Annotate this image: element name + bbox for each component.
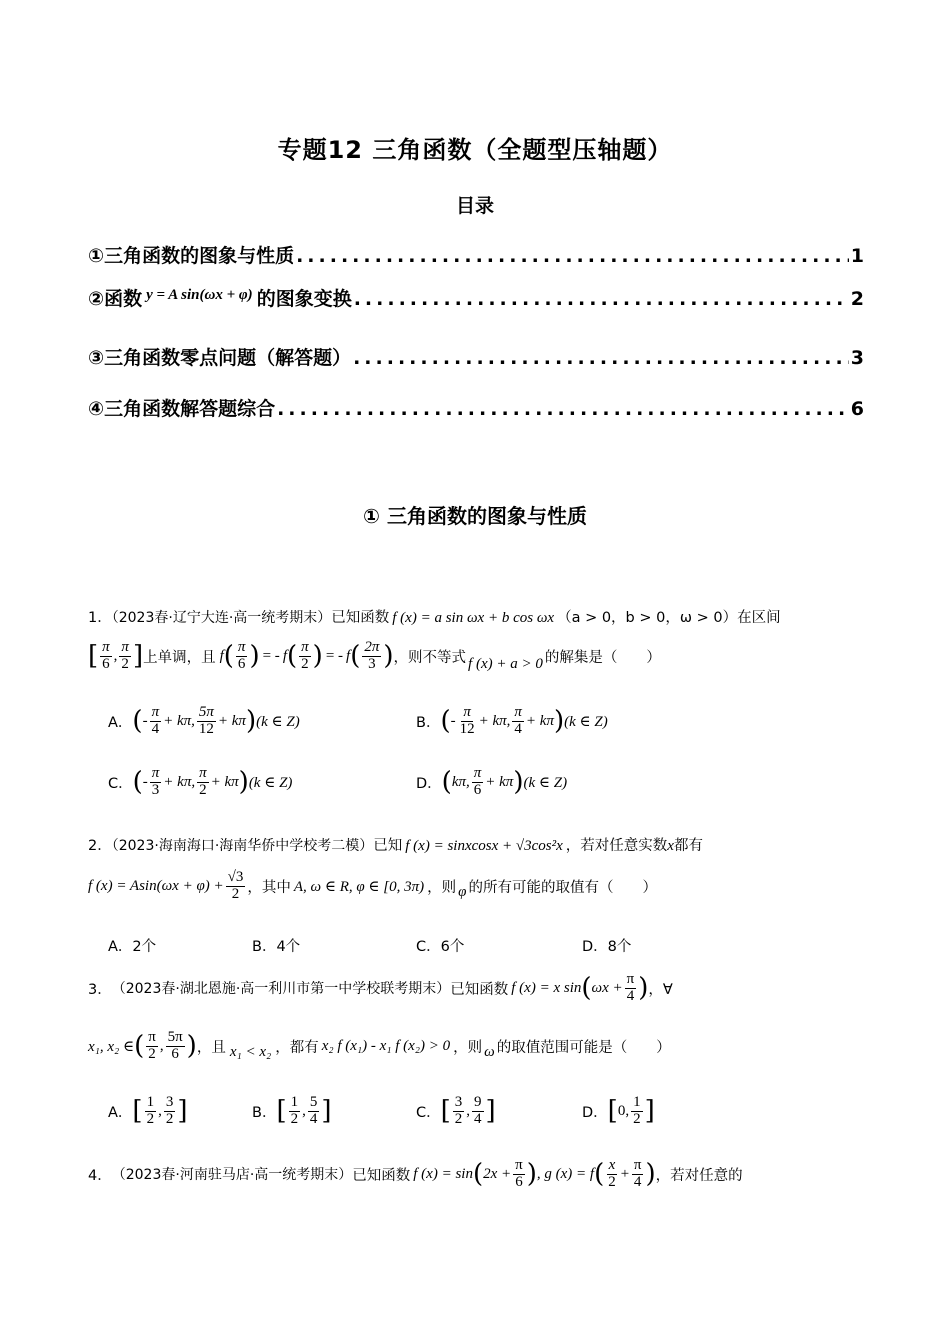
toc-item-page: 6 xyxy=(850,398,864,420)
toc-item-4[interactable] xyxy=(88,394,864,421)
option-d[interactable]: D． [ 0, $\frac{1}{2}$ ] xyxy=(582,1094,655,1127)
option-c[interactable]: C． ( - $\frac{\pi}{3}$ + kπ, $\frac{\pi}{2}$ + kπ ) (k ∈ Z) xyxy=(108,765,293,798)
toc-heading: 目录 xyxy=(455,195,494,217)
question-number: 3． xyxy=(88,981,112,998)
formula: f (x) = sinxcosx + √3cos²x xyxy=(405,838,563,854)
question-2-line-1: 2．（2023·海南海口·海南华侨中学校考二模）已知 f (x) = sinxcosx + √3cos²x ，若对任意实数x都有 xyxy=(88,838,703,854)
option-a[interactable]: A．2个 xyxy=(108,939,157,955)
question-number: 2． xyxy=(88,838,112,854)
option-a[interactable]: A． ( - $\frac{\pi}{4}$ + kπ, $\frac{5\pi}{12}$ + kπ ) (k ∈ Z) xyxy=(108,704,300,737)
toc-item-label: ②函数 xyxy=(88,288,143,310)
section-title: ① 三角函数的图象与性质 xyxy=(363,504,587,528)
page-title: 专题12 三角函数（全题型压轴题） xyxy=(277,136,673,164)
toc-leader xyxy=(353,347,849,369)
toc-leader xyxy=(296,245,849,267)
toc-item-page: 3 xyxy=(850,347,864,369)
toc-item-formula: y = A sin(ωx + φ) xyxy=(146,287,253,303)
question-3-line-1: 3． （2023春·湖北恩施·高一利川市第一中学校联考期末） 已知函数 f (x) = x sin ( ωx + $\frac{\pi}{4}$ ) ，∀ xyxy=(88,971,673,1004)
formula: f (x) = a sin ωx + b cos ωx xyxy=(392,610,555,626)
toc-item-label: ③三角函数零点问题（解答题） xyxy=(88,347,352,369)
option-b[interactable]: B．4个 xyxy=(252,939,301,955)
option-d[interactable]: D． ( kπ, $\frac{\pi}{6}$ + kπ ) (k ∈ Z) xyxy=(416,765,568,798)
option-b[interactable]: B． ( - $\frac{\pi}{12}$ + kπ, $\frac{\pi}{4}$ + kπ ) (k ∈ Z) xyxy=(416,704,608,737)
question-3-line-2: x₁, x₂ ∈ ( $\frac{\pi}{2}$ , $\frac{5\pi}{6}$ ) ，且 x₁ < x₂ ，都有 x₂ f (x₁) - x₁ f (x₂) > 0 ，则 ω 的取值范围可能是（ ） xyxy=(88,1029,671,1062)
question-number: 4． xyxy=(88,1167,112,1184)
toc-item-1[interactable] xyxy=(88,241,864,268)
option-a[interactable]: A． [ $\frac{1}{2}$ , $\frac{3}{2}$ ] xyxy=(108,1094,188,1127)
formula: A, ω ∈ R, φ ∈ [0, 3π) xyxy=(293,878,425,895)
question-1-line-1: 1．（2023春·辽宁大连·高一统考期末）已知函数 f (x) = a sin ωx + b cos ωx （a > 0，b > 0，ω > 0）在区间 xyxy=(88,610,781,626)
toc-leader xyxy=(277,398,849,420)
question-source: （2023春·河南驻马店·高一统考期末） xyxy=(111,1167,353,1184)
formula: f (x) = Asin(ωx + φ) + xyxy=(88,877,224,894)
toc-item-label: ④三角函数解答题综合 xyxy=(88,398,276,420)
formula: x₂ f (x₁) - x₁ f (x₂) > 0 xyxy=(321,1037,451,1054)
option-d[interactable]: D．8个 xyxy=(582,939,632,955)
toc-item-2[interactable] xyxy=(88,284,864,311)
formula: f (x) + a > 0 xyxy=(468,655,543,672)
question-source: （2023春·湖北恩施·高一利川市第一中学校联考期末） xyxy=(111,981,451,998)
toc-item-page: 1 xyxy=(850,245,864,267)
formula: $\frac{\pi}{6}$ xyxy=(102,639,110,672)
question-source: （2023·海南海口·海南华侨中学校考二模） xyxy=(111,838,374,854)
question-1-line-2: [ $\frac{\pi}{6}$ , $\frac{\pi}{2}$ ] 上单调，且 f ( $\frac{\pi}{6}$ ) = - f ( $\frac{\pi}{2}$ ) = - f ( $\frac{2\pi}{3}$ ) ，则不等式 f (x) + a > 0 的解集是（ ） xyxy=(88,639,661,672)
question-source: （2023春·辽宁大连·高一统考期末） xyxy=(111,610,332,626)
formula: f (x) = x sin xyxy=(511,979,582,996)
toc-item-3[interactable] xyxy=(88,343,864,370)
formula: $\frac{\pi}{2}$ xyxy=(121,639,129,672)
question-number: 1． xyxy=(88,610,112,626)
option-b[interactable]: B． [ $\frac{1}{2}$ , $\frac{5}{4}$ ] xyxy=(252,1094,332,1127)
question-4-line-1: 4． （2023春·河南驻马店·高一统考期末） 已知函数 f (x) = sin ( 2x + $\frac{\pi}{6}$ ) , g (x) = f ( $\frac{x}{2}$ + $\frac{\pi}{4}$ ) ，若对任意的 xyxy=(88,1157,743,1190)
toc-item-page: 2 xyxy=(850,288,864,310)
option-c[interactable]: C． [ $\frac{3}{2}$ , $\frac{9}{4}$ ] xyxy=(416,1094,496,1127)
option-c[interactable]: C．6个 xyxy=(416,939,465,955)
toc-item-label-suffix: 的图象变换 xyxy=(256,288,352,310)
toc-leader xyxy=(354,288,849,310)
toc-item-label: ①三角函数的图象与性质 xyxy=(88,245,295,267)
formula: x₁ < x₂ xyxy=(229,1043,272,1060)
question-2-line-2: f (x) = Asin(ωx + φ) + $\frac{√3}{2}$ ，其中 A, ω ∈ R, φ ∈ [0, 3π) ，则 φ 的所有可能的取值有（ ） xyxy=(88,869,657,902)
